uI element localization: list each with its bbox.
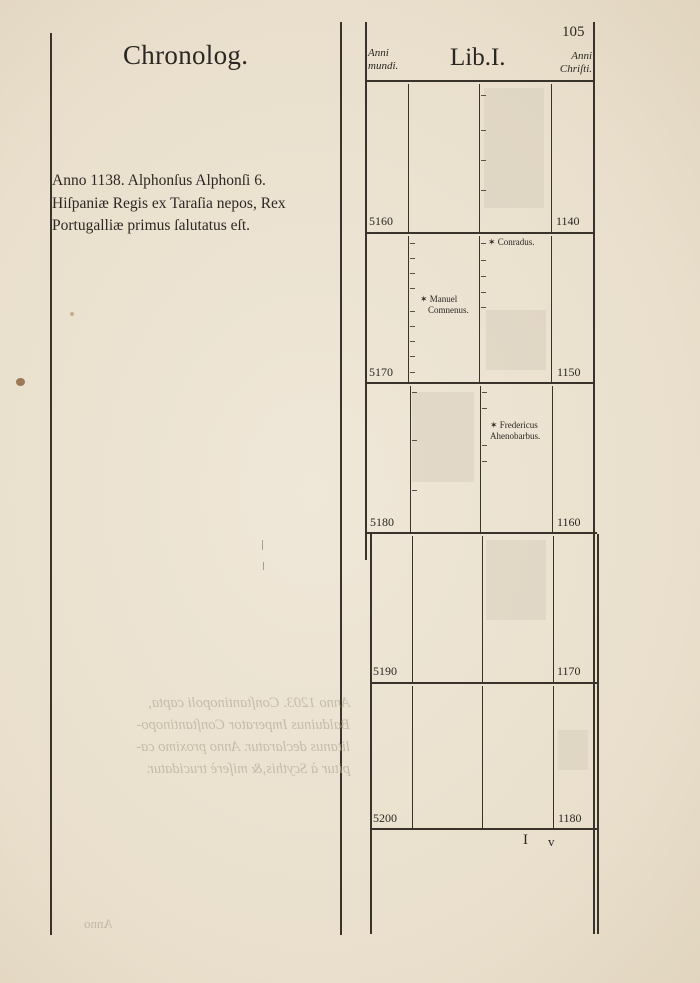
- anni-mundi-value: 5200: [373, 811, 397, 825]
- row-rule: [366, 382, 593, 384]
- signature-mark: v: [548, 834, 555, 849]
- row-rule: [366, 232, 593, 234]
- tick-mark: [482, 461, 487, 462]
- crease-mark: [262, 540, 263, 550]
- tick-mark: [410, 273, 415, 274]
- anni-christi-value: 1150: [557, 365, 581, 379]
- book-title: Lib.I.: [450, 44, 506, 71]
- tick-mark: [410, 288, 415, 289]
- row-rule: [366, 532, 597, 534]
- ruler-fredericus: ✶ Fredericus Ahenobarbus.: [490, 420, 541, 441]
- tick-mark: [481, 243, 486, 244]
- tick-mark: [412, 440, 417, 441]
- page-number: 105: [562, 24, 585, 40]
- left-outer-rule: [50, 33, 52, 935]
- entry-line: Hiſpaniæ Regis ex Taraſia nepos, Rex: [52, 194, 286, 212]
- inner-rule: [479, 236, 480, 382]
- entry-line: Portugalliæ primus ſalutatus eſt.: [52, 217, 251, 234]
- bleed-through-block: [412, 392, 474, 482]
- row-rule: [370, 682, 597, 684]
- inner-rule: [479, 84, 480, 232]
- anni-christi-value: 1170: [557, 664, 581, 678]
- tick-mark: [410, 326, 415, 327]
- tick-mark: [410, 243, 415, 244]
- inner-rule: [408, 236, 409, 382]
- table-header-rule: [365, 80, 593, 82]
- bleed-line: pitur à Scythis,& miſerè trucidatur.: [146, 761, 350, 777]
- anni-mundi-value: 5170: [369, 365, 393, 379]
- inner-rule: [553, 686, 554, 828]
- tick-mark: [481, 130, 486, 131]
- page-heading: Chronolog.: [123, 40, 249, 70]
- inner-rule: [551, 84, 552, 232]
- tick-mark: [482, 445, 487, 446]
- bleed-through-block: [486, 310, 546, 370]
- tick-mark: [481, 307, 486, 308]
- anni-mundi-value: 5190: [373, 664, 397, 678]
- table-left-rule-lower: [370, 534, 372, 934]
- inner-rule: [482, 686, 483, 828]
- row-rule: [370, 828, 597, 830]
- inner-rule: [553, 536, 554, 682]
- tick-mark: [482, 408, 487, 409]
- ruler-manuel: ✶ Manuel Comnenus.: [420, 294, 469, 315]
- tick-mark: [410, 372, 415, 373]
- bleed-line: litanus declaratur. Anno proximo ca-: [136, 739, 350, 755]
- left-inner-rule: [340, 22, 342, 935]
- tick-mark: [481, 292, 486, 293]
- tick-mark: [481, 95, 486, 96]
- tick-mark: [410, 258, 415, 259]
- tick-mark: [412, 490, 417, 491]
- crease-mark: [263, 562, 264, 570]
- anni-mundi-value: 5180: [370, 515, 394, 529]
- ruler-conradus: ✶ Conradus.: [488, 237, 535, 247]
- bleed-through-word: Anno: [84, 916, 113, 931]
- anni-christi-value: 1140: [556, 214, 580, 228]
- anni-mundi-value: 5160: [369, 214, 393, 228]
- bleed-line: Balduinus Imperator Conſtantinopo-: [136, 717, 350, 733]
- anni-christi-header: Anni Chriſti.: [559, 50, 592, 75]
- anni-christi-value: 1160: [557, 515, 581, 529]
- chronology-entry: [52, 170, 342, 238]
- bleed-through-block: [558, 730, 588, 770]
- tick-mark: [481, 190, 486, 191]
- inner-rule: [552, 386, 553, 532]
- table-left-rule: [365, 22, 367, 560]
- tick-mark: [412, 392, 417, 393]
- inner-rule: [412, 536, 413, 682]
- ink-stain: [70, 312, 74, 316]
- inner-rule: [482, 536, 483, 682]
- bleed-through-block: [484, 88, 544, 208]
- inner-rule: [412, 686, 413, 828]
- bleed-line: Anno 1203. Conſtantinopoli capta,: [148, 695, 350, 711]
- table-right-rule-lower: [597, 534, 599, 934]
- inner-rule: [480, 386, 481, 532]
- inner-rule: [551, 236, 552, 382]
- anni-christi-value: 1180: [558, 811, 582, 825]
- tick-mark: [410, 341, 415, 342]
- entry-line: Anno 1138. Alphonſus Alphonſi 6.: [52, 172, 266, 189]
- anni-mundi-header: Anni mundi.: [368, 47, 399, 72]
- tick-mark: [481, 276, 486, 277]
- inner-rule: [410, 386, 411, 532]
- tick-mark: [481, 160, 486, 161]
- tick-mark: [410, 311, 415, 312]
- inner-rule: [408, 84, 409, 232]
- tick-mark: [481, 260, 486, 261]
- tick-mark: [482, 392, 487, 393]
- tick-mark: [410, 356, 415, 357]
- bleed-through-block: [486, 540, 546, 620]
- bleed-through-text: [90, 692, 350, 780]
- table-right-rule: [593, 22, 595, 934]
- ink-stain: [16, 378, 25, 386]
- signature-mark: I: [523, 832, 528, 848]
